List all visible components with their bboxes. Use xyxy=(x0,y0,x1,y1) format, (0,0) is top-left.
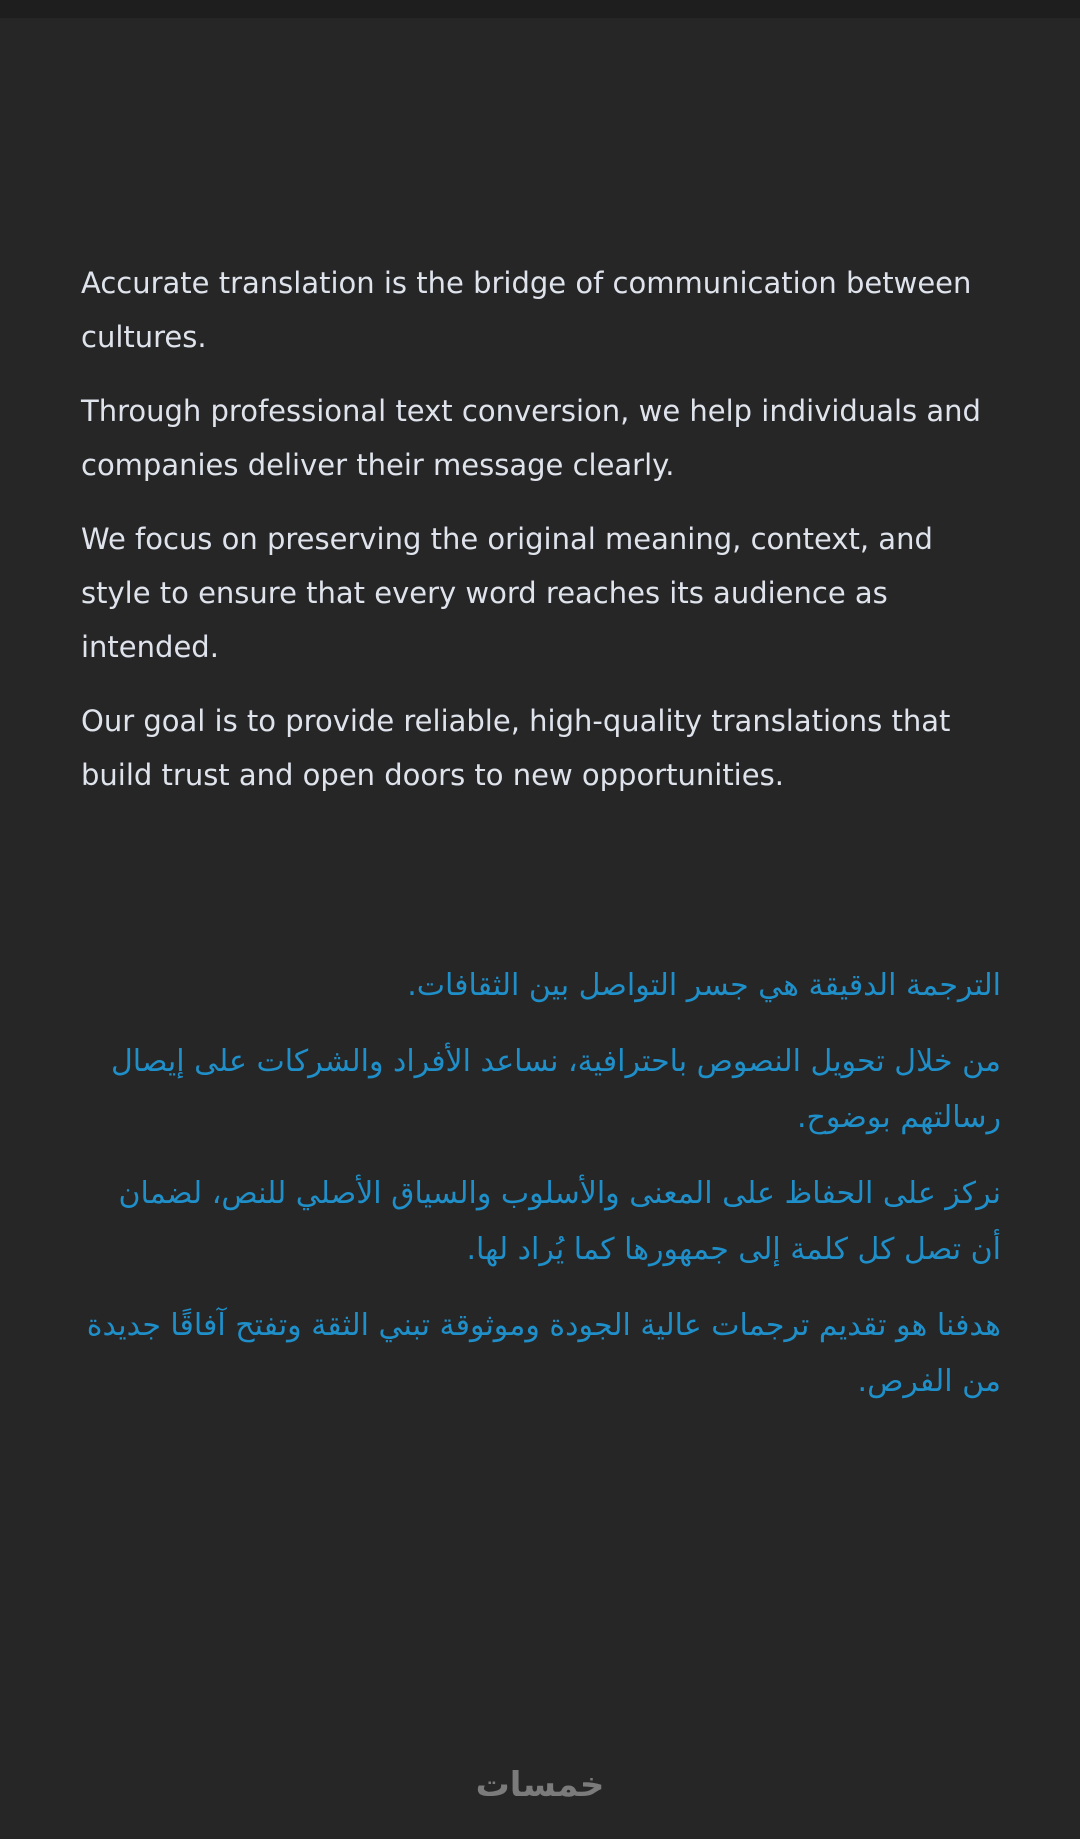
arabic-paragraph: الترجمة الدقيقة هي جسر التواصل بين الثقافات. xyxy=(407,968,1001,1003)
top-status-strip xyxy=(0,0,1080,18)
khamsat-logo: خمسات xyxy=(475,1765,605,1805)
arabic-paragraph: من خلال تحويل النصوص باحترافية، نساعد الأفراد والشركات على إيصال رسالتهم بوضوح. xyxy=(110,1044,1001,1135)
english-paragraph: We focus on preserving the original meaning, context, and style to ensure that every word reaches its audience as intended. xyxy=(81,522,933,664)
english-paragraph: Through professional text conversion, we help individuals and companies deliver their message clearly. xyxy=(81,394,981,482)
arabic-paragraph: نركز على الحفاظ على المعنى والأسلوب والسياق الأصلي للنص، لضمان أن تصل كل كلمة إلى جمهورها كما يُراد لها. xyxy=(118,1176,1001,1267)
english-paragraph: Accurate translation is the bridge of communication between cultures. xyxy=(81,266,972,354)
english-paragraph: Our goal is to provide reliable, high-quality translations that build trust and open doors to new opportunities. xyxy=(81,704,951,792)
arabic-paragraph: هدفنا هو تقديم ترجمات عالية الجودة وموثوقة تبني الثقة وتفتح آفاقًا جديدة من الفرص. xyxy=(86,1308,1001,1399)
english-text-block xyxy=(81,256,1011,822)
arabic-text-block xyxy=(81,958,1001,1430)
